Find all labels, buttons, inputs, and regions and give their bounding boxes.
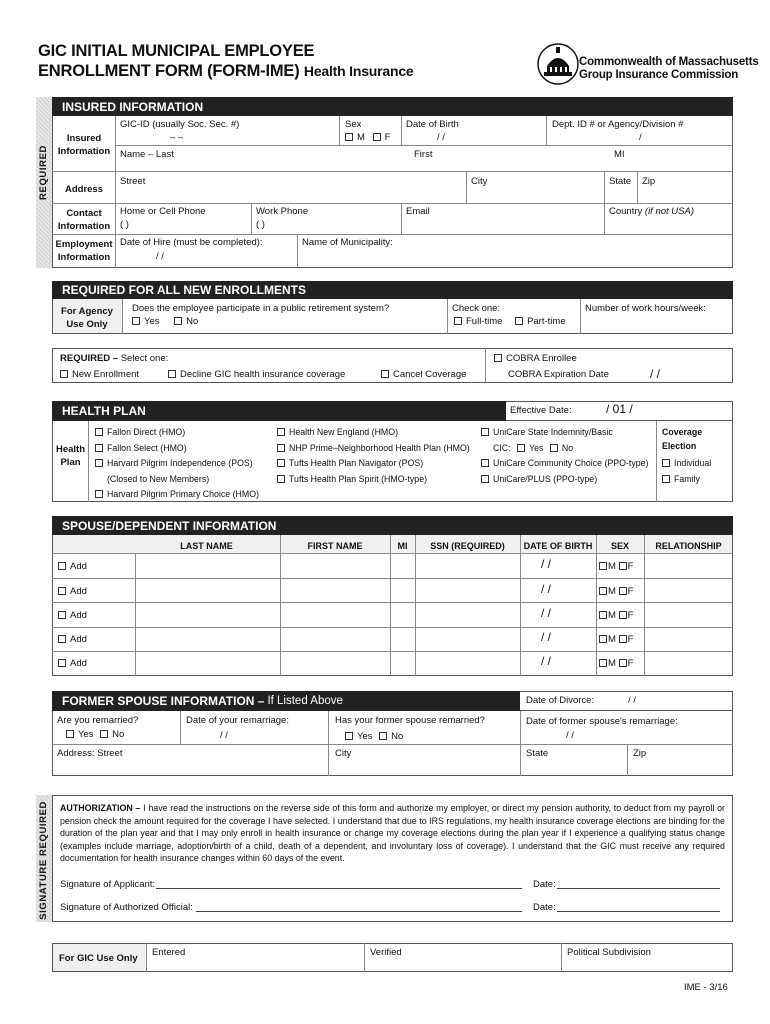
plan-hp-independence-label: Harvard Pilgrim Independence (POS) xyxy=(107,458,253,468)
divorce-date-field[interactable]: / / xyxy=(628,695,636,706)
effective-date-field[interactable]: / 01 / xyxy=(606,402,633,416)
col-first-name: FIRST NAME xyxy=(307,541,363,551)
city-label: City xyxy=(471,176,488,187)
dept-id-label: Dept. ID # or Agency/Division # xyxy=(552,119,684,130)
dependent-row-4-add-checkbox[interactable] xyxy=(58,635,66,643)
plan-column-3 xyxy=(481,425,648,487)
dependent-row-1-add-label: Add xyxy=(70,561,87,572)
former-remarried-no-checkbox[interactable] xyxy=(379,732,387,740)
plan-nhp-checkbox[interactable] xyxy=(277,444,285,452)
remarried-label: Are you remarried? xyxy=(57,715,139,726)
org-name-line1: Commonwealth of Massachusetts xyxy=(579,56,759,68)
sig-official-line[interactable] xyxy=(196,911,522,912)
cobra-enrollee-checkbox[interactable] xyxy=(494,354,502,362)
dependent-row-2-sex xyxy=(599,586,633,597)
gic-id-label: GIC-ID (usually Soc. Sec. #) xyxy=(120,119,240,130)
sig-applicant-line[interactable] xyxy=(156,888,522,889)
dependent-row-2-m-checkbox[interactable] xyxy=(599,587,607,595)
plan-unicare-plus-label: UniCare/PLUS (PPO-type) xyxy=(493,473,598,484)
dependent-row-5-add-checkbox[interactable] xyxy=(58,659,66,667)
dependent-row-4-f-checkbox[interactable] xyxy=(619,635,627,643)
street-label: Street xyxy=(120,176,146,187)
plan-hne-checkbox[interactable] xyxy=(277,428,285,436)
plan-tufts-spirit-label: Tufts Health Plan Spirit (HMO-type) xyxy=(289,473,428,484)
dependent-row-1-f-label: F xyxy=(627,561,634,572)
dependent-row-5-add-label: Add xyxy=(70,658,87,669)
retirement-no-label: No xyxy=(186,316,199,327)
form-title-line2 xyxy=(38,62,414,81)
cancel-option xyxy=(381,369,466,380)
effective-date-label: Effective Date: xyxy=(510,405,572,416)
coverage-election xyxy=(662,425,732,487)
former-remarriage-date-field[interactable]: / / xyxy=(566,730,574,741)
dependent-row-3-add-label: Add xyxy=(70,610,87,621)
dependent-row-4-m-label: M xyxy=(608,634,616,645)
dependent-row-3-f-label: F xyxy=(627,610,634,621)
gic-use-label: For GIC Use Only xyxy=(59,953,138,964)
plan-fallon-direct-checkbox[interactable] xyxy=(95,428,103,436)
plan-fallon-select-label: Fallon Select (HMO) xyxy=(107,442,187,453)
former-city-label: City xyxy=(335,748,352,759)
coverage-individual xyxy=(662,456,732,472)
work-phone-field[interactable]: ( ) xyxy=(256,219,265,230)
former-spouse-title: FORMER SPOUSE INFORMATION – xyxy=(62,694,265,708)
org-name xyxy=(579,56,759,82)
decline-checkbox[interactable] xyxy=(168,370,176,378)
dependent-row-2-f-label: F xyxy=(627,586,634,597)
col-ssn: SSN (REQUIRED) xyxy=(430,541,505,551)
gic-political-label: Political Subdivision xyxy=(567,947,651,958)
former-zip-label: Zip xyxy=(633,748,647,759)
remarried-yes-label: Yes xyxy=(78,729,94,740)
email-label: Email xyxy=(406,206,430,217)
dependent-row-4-add xyxy=(58,634,87,645)
col-last-name: LAST NAME xyxy=(180,541,233,551)
dept-id-field[interactable]: / xyxy=(639,132,642,143)
new-enrollment-label: New Enrollment xyxy=(72,369,140,380)
dependent-row-2-add xyxy=(58,586,87,597)
required-sidebar xyxy=(36,97,52,268)
sig-official-date-line[interactable] xyxy=(557,911,720,912)
col-mi: MI xyxy=(397,541,408,551)
dependent-row-3-f-checkbox[interactable] xyxy=(619,611,627,619)
form-title-line1: GIC INITIAL MUNICIPAL EMPLOYEE xyxy=(38,42,315,60)
home-phone-label: Home or Cell Phone xyxy=(120,206,206,217)
country-label xyxy=(609,206,694,217)
cic-no-label: No xyxy=(561,442,574,453)
insured-row-label: Insured Information xyxy=(57,133,111,157)
form-title-suffix: Health Insurance xyxy=(303,63,414,79)
employment-type-options xyxy=(454,316,566,327)
gic-verified-label: Verified xyxy=(370,947,402,958)
dependent-row-4-sex xyxy=(599,634,633,645)
plan-hne-label: Health New England (HMO) xyxy=(289,427,399,437)
dependent-row-3-m-checkbox[interactable] xyxy=(599,611,607,619)
coverage-family xyxy=(662,472,732,488)
contact-row-label: Contact Information xyxy=(57,208,111,232)
plan-cic-row xyxy=(481,441,648,457)
dependent-row-5-sex xyxy=(599,658,633,669)
plan-unicare-community-label: UniCare Community Choice (PPO-type) xyxy=(493,458,649,468)
country-text: Country xyxy=(609,206,643,217)
full-time-checkbox[interactable] xyxy=(454,317,462,325)
coverage-family-label: Family xyxy=(674,473,700,484)
dependent-row-1-m-checkbox[interactable] xyxy=(599,562,607,570)
retirement-question: Does the employee participate in a public retirement system? xyxy=(132,303,390,314)
dependents-header xyxy=(52,516,733,535)
retirement-no-checkbox[interactable] xyxy=(174,317,182,325)
plan-tufts-spirit-checkbox[interactable] xyxy=(277,475,285,483)
dependent-row-3-sex xyxy=(599,610,633,621)
former-remarried-yes-label: Yes xyxy=(357,731,373,742)
signature-required-label: SIGNATURE REQUIRED xyxy=(38,801,49,920)
former-remarried-options xyxy=(345,731,403,742)
plan-tufts-spirit xyxy=(277,472,470,488)
health-plan-header xyxy=(52,401,506,421)
plan-unicare-indemnity-checkbox[interactable] xyxy=(481,428,489,436)
work-phone-label: Work Phone xyxy=(256,206,309,217)
plan-hne xyxy=(277,425,470,441)
sig-official-date-label: Date: xyxy=(533,902,556,913)
select-one-heading xyxy=(60,353,168,364)
cobra-exp-field[interactable]: / / xyxy=(650,367,661,381)
required-dash: REQUIRED – xyxy=(60,353,119,364)
retirement-yes-label: Yes xyxy=(144,316,160,327)
cic-label: CIC: xyxy=(493,442,511,453)
dependent-row-1-add-checkbox[interactable] xyxy=(58,562,66,570)
cobra-enrollee-option xyxy=(494,353,577,364)
plan-column-2 xyxy=(277,425,470,487)
divorce-date-label: Date of Divorce: xyxy=(526,695,595,706)
sex-f-checkbox[interactable] xyxy=(373,133,381,141)
dependent-row-5-m-label: M xyxy=(608,658,616,669)
col-relationship: RELATIONSHIP xyxy=(655,541,722,551)
gic-entered-label: Entered xyxy=(152,947,186,958)
former-spouse-suffix: If Listed Above xyxy=(267,695,343,707)
cobra-exp-label: COBRA Expiration Date xyxy=(508,369,609,380)
coverage-individual-checkbox[interactable] xyxy=(662,459,670,467)
col-dob: DATE OF BIRTH xyxy=(523,541,593,551)
authorization-heading: AUTHORIZATION – xyxy=(60,803,141,813)
cic-yes-label: Yes xyxy=(529,442,544,453)
dependents-table xyxy=(52,535,733,676)
health-plan-title: HEALTH PLAN xyxy=(62,404,146,418)
hire-date-label: Date of Hire (must be completed): xyxy=(120,237,263,248)
first-name-label: First xyxy=(414,149,433,160)
plan-tufts-navigator-label: Tufts Health Plan Navigator (POS) xyxy=(289,458,424,468)
former-spouse-header xyxy=(52,691,520,711)
dependent-row-2-f-checkbox[interactable] xyxy=(619,587,627,595)
coverage-individual-label: Individual xyxy=(674,458,712,468)
plan-tufts-navigator xyxy=(277,456,470,472)
dependent-row-3-add xyxy=(58,610,87,621)
plan-hp-independence-checkbox[interactable] xyxy=(95,459,103,467)
remarried-yes-checkbox[interactable] xyxy=(66,730,74,738)
plan-nhp-label: NHP Prime–Neighborhood Health Plan (HMO) xyxy=(289,442,470,453)
sex-f-label: F xyxy=(384,132,391,143)
decline-option xyxy=(168,369,345,380)
hire-date-field[interactable]: / / xyxy=(156,251,164,262)
sex-label: Sex xyxy=(345,119,362,130)
dependent-row-4-f-label: F xyxy=(627,634,634,645)
insured-section-header xyxy=(52,97,733,116)
cancel-checkbox[interactable] xyxy=(381,370,389,378)
plan-unicare-community-checkbox[interactable] xyxy=(481,459,489,467)
part-time-checkbox[interactable] xyxy=(515,317,523,325)
authorization-body: I have read the instructions on the reverse side of this form and authorize my employer, or direct my pension authority, to deduct from my payroll or pension check the amount required for the coverage I have selected. I understand that due to IRS regulations, my health insurance coverage elections are binding for the duration of the plan year and that I may only enroll in health insurance or change my coverage elections during the plan year if I experience a qualifying status change (examples include marriage, adoption/birth of a child, death of a dependent, and involuntary loss of coverage). I understand that the GIC must receive any required documentation for health insurance changes within 60 days of the event. xyxy=(60,803,726,864)
dependent-row-5-m-checkbox[interactable] xyxy=(599,659,607,667)
dependent-row-4-dob[interactable]: / / xyxy=(541,630,552,644)
required-label: REQUIRED xyxy=(38,145,49,200)
plan-nhp xyxy=(277,441,470,457)
remarried-no-label: No xyxy=(112,729,125,740)
authorization-text xyxy=(60,802,725,865)
org-name-line2: Group Insurance Commission xyxy=(579,69,739,81)
required-all-title: REQUIRED FOR ALL NEW ENROLLMENTS xyxy=(62,283,306,297)
cobra-enrollee-label: COBRA Enrollee xyxy=(506,353,577,364)
state-house-logo-icon xyxy=(537,42,579,86)
plan-unicare-indemnity-label: UniCare State Indemnity/Basic xyxy=(493,427,613,437)
state-label: State xyxy=(609,176,632,187)
plan-unicare-indemnity xyxy=(481,425,648,441)
sig-applicant-date-label: Date: xyxy=(533,879,556,890)
remarriage-date-label: Date of your remarriage: xyxy=(186,715,289,726)
dependent-row-1-sex xyxy=(599,561,633,572)
plan-hp-primary-choice xyxy=(95,487,259,503)
dob-field[interactable]: / / xyxy=(437,132,445,143)
former-remarried-yes-checkbox[interactable] xyxy=(345,732,353,740)
dependent-row-1-m-label: M xyxy=(608,561,616,572)
insured-section-title: INSURED INFORMATION xyxy=(62,99,204,114)
select-one-text: Select one: xyxy=(120,353,169,364)
health-plan-row-label: Health Plan xyxy=(55,444,86,468)
dependent-row-1-f-checkbox[interactable] xyxy=(619,562,627,570)
plan-hp-independence xyxy=(95,456,259,472)
plan-fallon-direct xyxy=(95,425,259,441)
sig-applicant-label: Signature of Applicant: xyxy=(60,879,156,890)
plan-fallon-select xyxy=(95,441,259,457)
former-state-label: State xyxy=(526,748,549,759)
new-enrollment-option xyxy=(60,369,139,380)
plan-column-1 xyxy=(95,425,259,503)
country-note: (if not USA) xyxy=(644,206,695,217)
cic-yes-checkbox[interactable] xyxy=(517,444,525,452)
plan-unicare-community xyxy=(481,456,648,472)
plan-unicare-plus-checkbox[interactable] xyxy=(481,475,489,483)
former-remarriage-date-label: Date of former spouse's remarriage: xyxy=(526,716,678,727)
name-last-label: Name – Last xyxy=(120,149,174,160)
plan-hp-primary-choice-label: Harvard Pilgrim Primary Choice (HMO) xyxy=(107,489,260,499)
dependent-row-2-m-label: M xyxy=(608,586,616,597)
new-enrollment-checkbox[interactable] xyxy=(60,370,68,378)
plan-closed-note: (Closed to New Members) xyxy=(107,473,210,484)
plan-unicare-plus xyxy=(481,472,648,488)
dob-label: Date of Birth xyxy=(406,119,459,130)
sig-applicant-date-line[interactable] xyxy=(557,888,720,889)
dependents-title: SPOUSE/DEPENDENT INFORMATION xyxy=(62,518,277,533)
col-sex: SEX xyxy=(610,541,629,551)
sex-m-checkbox[interactable] xyxy=(345,133,353,141)
mi-label: MI xyxy=(614,149,625,160)
dependent-row-1-dob[interactable]: / / xyxy=(541,557,552,571)
remarried-no-checkbox[interactable] xyxy=(100,730,108,738)
check-one-label: Check one: xyxy=(452,303,501,314)
dependent-row-5-f-checkbox[interactable] xyxy=(619,659,627,667)
dependent-row-3-m-label: M xyxy=(608,610,616,621)
cic-no-checkbox[interactable] xyxy=(550,444,558,452)
coverage-family-checkbox[interactable] xyxy=(662,475,670,483)
coverage-election-label: Coverage Election xyxy=(662,427,703,451)
dependent-row-3-add-checkbox[interactable] xyxy=(58,611,66,619)
address-street-label: Address: Street xyxy=(57,748,123,759)
dependent-row-2-add-checkbox[interactable] xyxy=(58,587,66,595)
dependent-row-5-add xyxy=(58,658,87,669)
decline-label: Decline GIC health insurance coverage xyxy=(180,369,346,380)
former-remarried-no-label: No xyxy=(391,731,404,742)
employment-row-label: Employment Information xyxy=(55,239,113,263)
part-time-label: Part-time xyxy=(527,316,566,327)
sex-m-label: M xyxy=(357,132,365,143)
sex-options xyxy=(345,132,390,143)
dependent-row-4-add-label: Add xyxy=(70,634,87,645)
dependent-row-3-dob[interactable]: / / xyxy=(541,606,552,620)
plan-tufts-navigator-checkbox[interactable] xyxy=(277,459,285,467)
address-row-label: Address xyxy=(64,184,103,195)
home-phone-field[interactable]: ( ) xyxy=(120,219,129,230)
form-title-code: ENROLLMENT FORM (FORM-IME) xyxy=(38,62,300,80)
former-remarried-label: Has your former spouse remarried? xyxy=(335,715,485,726)
dependent-row-2-add-label: Add xyxy=(70,586,87,597)
dependent-row-5-dob[interactable]: / / xyxy=(541,654,552,668)
retirement-options xyxy=(132,316,198,327)
plan-fallon-select-checkbox[interactable] xyxy=(95,444,103,452)
form-code: IME - 3/16 xyxy=(684,982,728,993)
remarriage-date-field[interactable]: / / xyxy=(220,730,228,741)
municipality-label: Name of Municipality: xyxy=(302,237,393,248)
dependent-row-5-f-label: F xyxy=(627,658,634,669)
plan-fallon-direct-label: Fallon Direct (HMO) xyxy=(107,427,186,437)
remarried-options xyxy=(66,729,124,740)
dependent-row-1-add xyxy=(58,561,87,572)
dependent-row-2-dob[interactable]: / / xyxy=(541,582,552,596)
plan-hp-primary-choice-checkbox[interactable] xyxy=(95,490,103,498)
work-hours-label: Number of work hours/week: xyxy=(585,303,706,314)
required-all-header xyxy=(52,281,733,299)
sig-official-label: Signature of Authorized Official: xyxy=(60,902,193,913)
cancel-label: Cancel Coverage xyxy=(393,369,467,380)
signature-sidebar xyxy=(36,795,52,922)
gic-id-field[interactable]: – – xyxy=(170,132,184,143)
retirement-yes-checkbox[interactable] xyxy=(132,317,140,325)
agency-use-label: For Agency Use Only xyxy=(61,306,113,330)
dependent-row-4-m-checkbox[interactable] xyxy=(599,635,607,643)
full-time-label: Full-time xyxy=(466,316,503,327)
zip-label: Zip xyxy=(642,176,656,187)
